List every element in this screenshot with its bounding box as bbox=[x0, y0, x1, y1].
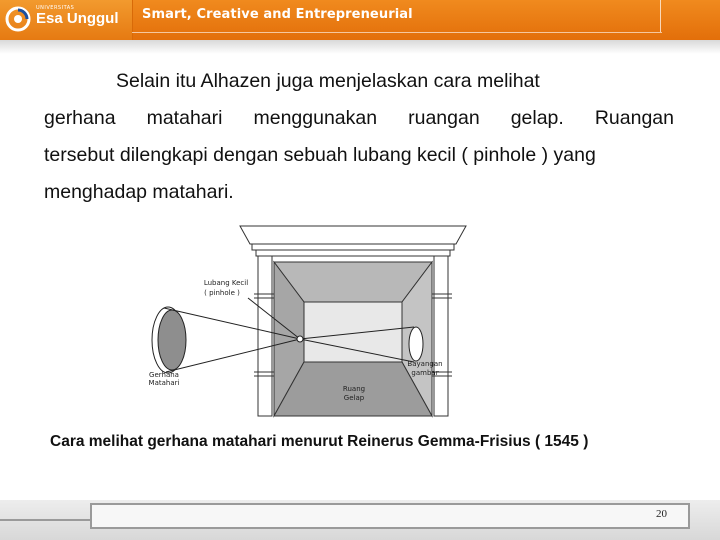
header-bar bbox=[0, 0, 720, 40]
university-logo bbox=[0, 0, 133, 40]
header-shadow bbox=[0, 40, 720, 54]
page-number: 20 bbox=[656, 508, 667, 520]
logo-emblem-icon bbox=[4, 5, 32, 33]
paragraph-line-3: tersebut dilengkapi dengan sebuah lubang kecil ( pinhole ) yang bbox=[44, 144, 596, 166]
camera-obscura-diagram bbox=[140, 222, 480, 418]
label-pinhole: Lubang Kecil bbox=[203, 279, 249, 287]
logo-name: Esa Unggul bbox=[36, 10, 119, 27]
pinhole bbox=[297, 336, 303, 342]
logo-subtext: UNIVERSITAS bbox=[36, 5, 75, 11]
sun-eclipse bbox=[152, 307, 186, 373]
paragraph-line-2: gerhana matahari menggunakan ruangan gelap. Ruangan bbox=[44, 107, 674, 129]
label-image: Bayangan bbox=[407, 360, 443, 368]
paragraph-line-4: menghadap matahari. bbox=[44, 181, 234, 203]
footer-frame bbox=[90, 503, 690, 529]
paragraph-line-1: Selain itu Alhazen juga menjelaskan cara melihat bbox=[116, 70, 540, 92]
slide-paragraph bbox=[44, 63, 674, 211]
projected-image bbox=[409, 327, 423, 361]
label-room: Ruang bbox=[342, 385, 366, 393]
label-image-sub: gambar bbox=[411, 369, 439, 377]
header-divider bbox=[132, 32, 662, 33]
figure-caption: Cara melihat gerhana matahari menurut Reinerus Gemma-Frisius ( 1545 ) bbox=[50, 433, 589, 450]
label-sun: Gerhana bbox=[149, 371, 179, 379]
building-cornice bbox=[240, 226, 466, 256]
header-tagline: Smart, Creative and Entrepreneurial bbox=[142, 7, 413, 22]
header-corner-mark bbox=[660, 0, 661, 32]
footer-left-line bbox=[0, 519, 90, 521]
label-room-sub: Gelap bbox=[343, 394, 365, 402]
label-sun-sub: Matahari bbox=[148, 379, 180, 387]
label-pinhole-sub: ( pinhole ) bbox=[204, 289, 240, 297]
